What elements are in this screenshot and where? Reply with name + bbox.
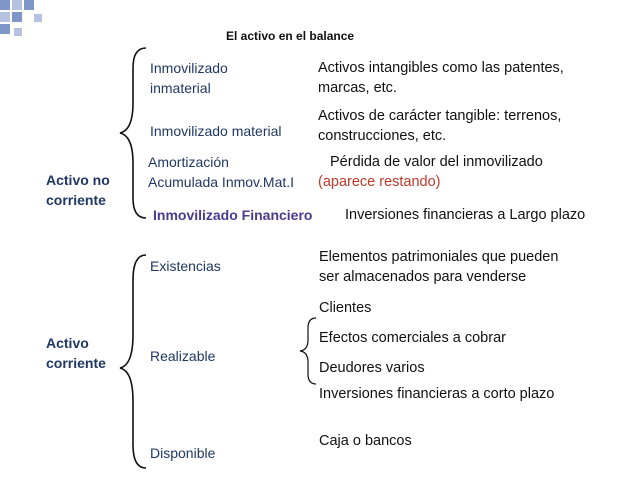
amortizacion-name (148, 152, 294, 192)
disponible-name: Disponible (150, 445, 216, 461)
disponible-desc: Caja o bancos (319, 433, 412, 449)
realizable-subitem: Deudores varios (319, 360, 425, 376)
existencias-name: Existencias (150, 258, 221, 274)
page-title: El activo en el balance (226, 29, 355, 43)
item-desc-line: construcciones, etc. (318, 128, 447, 144)
inmovilizado-inmaterial-desc (318, 58, 564, 98)
brace-no-corriente (120, 48, 146, 218)
item-name-line: Amortización (148, 154, 229, 170)
label-line: Activo no (46, 172, 110, 188)
item-name-line: Inmovilizado (150, 60, 228, 76)
activo-no-corriente-label (46, 170, 110, 210)
inmovilizado-material-name: Inmovilizado material (150, 123, 282, 139)
inmovilizado-financiero-name: Inmovilizado Financiero (153, 207, 313, 223)
label-line: corriente (46, 355, 106, 371)
inmovilizado-material-desc (318, 106, 561, 146)
label-line: Activo (46, 335, 89, 351)
realizable-name: Realizable (150, 348, 216, 364)
item-desc-line: marcas, etc. (318, 80, 397, 96)
brace-corriente (120, 255, 146, 468)
item-desc-line: ser almacenados para venderse (319, 269, 527, 285)
realizable-subitem: Efectos comerciales a cobrar (319, 330, 506, 346)
item-desc-line: Elementos patrimoniales que pueden (319, 249, 559, 265)
amortizacion-desc (318, 152, 543, 192)
brace-realizable (300, 318, 316, 384)
inmovilizado-financiero-desc: Inversiones financieras a Largo plazo (345, 207, 586, 223)
item-desc-highlight: (aparece restando) (318, 174, 441, 190)
realizable-subitem: Inversiones financieras a corto plazo (319, 386, 555, 402)
item-desc-line: Activos de carácter tangible: terrenos, (318, 108, 562, 124)
existencias-desc (319, 247, 558, 287)
realizable-subitem: Clientes (319, 300, 372, 316)
item-name-line: Acumulada Inmov.Mat.I (148, 174, 295, 190)
inmovilizado-inmaterial-name (150, 58, 228, 98)
activo-corriente-label (46, 333, 106, 373)
item-name-line: inmaterial (150, 80, 211, 96)
item-desc-line: Activos intangibles como las patentes, (318, 60, 564, 76)
item-desc-line: Pérdida de valor del inmovilizado (330, 154, 543, 170)
label-line: corriente (46, 192, 106, 208)
